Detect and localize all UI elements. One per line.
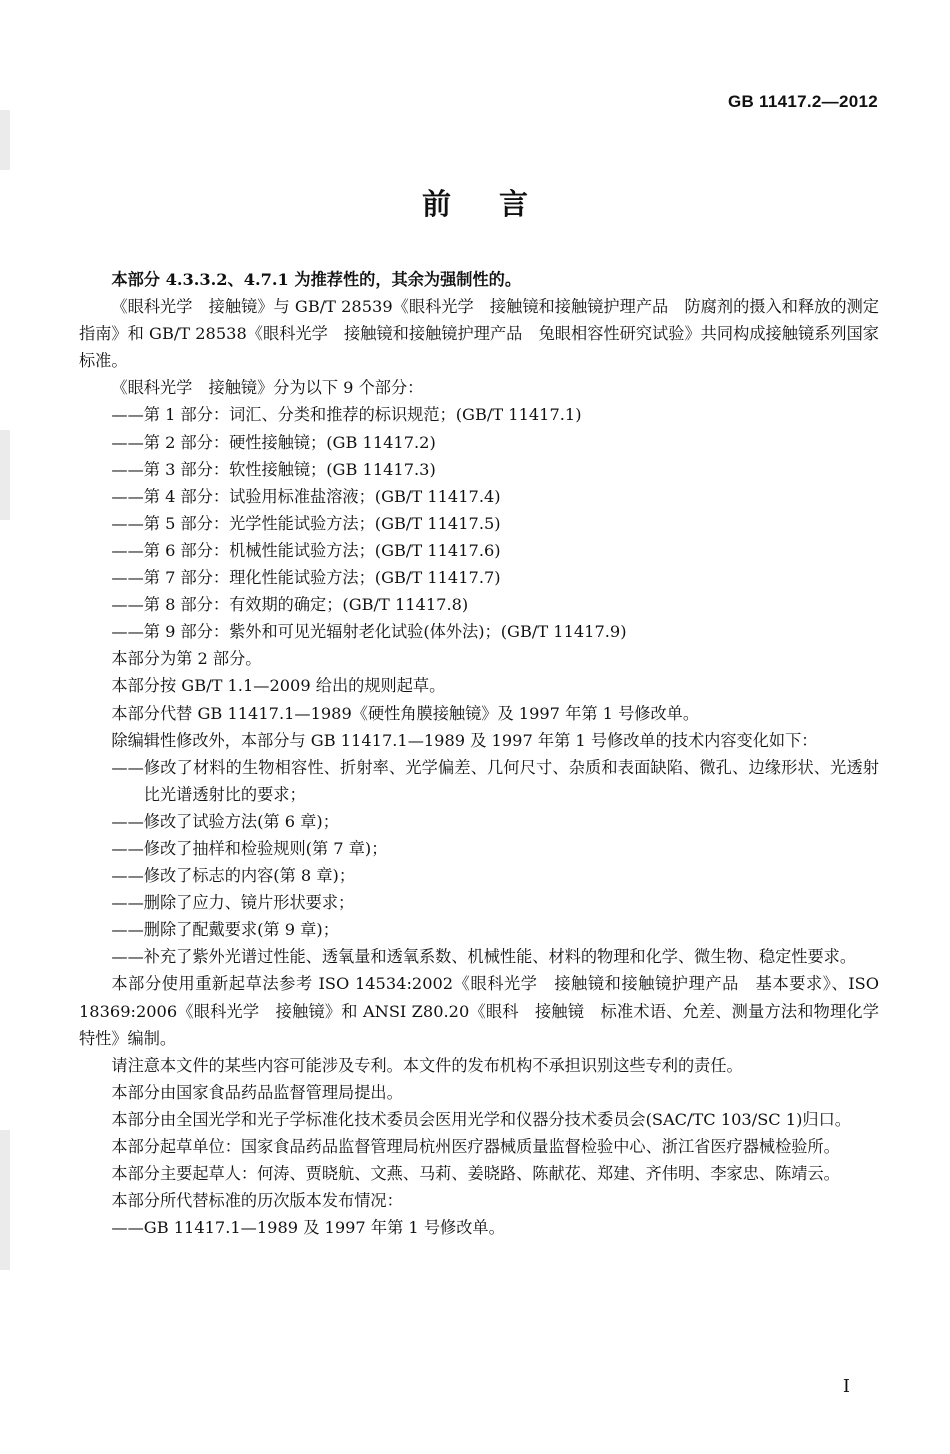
list-item: ——修改了抽样和检验规则(第 7 章)； [111, 838, 388, 858]
paragraph: 《眼科光学 接触镜》与 GB/T 28539《眼科光学 接触镜和接触镜护理产品 防腐剂的摄入和释放的测定指南》和 GB/T 28538《眼科光学 接触镜和接触镜护理产品 兔眼相容性研究试验》共同构成接触镜系列国家标准。 [79, 297, 879, 371]
scan-edge-noise [0, 1130, 10, 1270]
paragraph: 本部分主要起草人：何涛、贾晓航、文燕、马莉、姜晓路、陈献花、郑建、齐伟明、李家忠、陈靖云。 [111, 1164, 840, 1184]
list-item: ——第 5 部分：光学性能试验方法；(GB/T 11417.5) [111, 513, 501, 533]
page-title: 前言 [421, 187, 576, 221]
list-item: ——第 6 部分：机械性能试验方法；(GB/T 11417.6) [111, 540, 501, 560]
foreword-body [79, 266, 879, 1241]
list-item: ——GB 11417.1—1989 及 1997 年第 1 号修改单。 [111, 1218, 505, 1238]
list-item: ——第 4 部分：试验用标准盐溶液；(GB/T 11417.4) [111, 486, 501, 506]
list-item: ——修改了材料的生物相容性、折射率、光学偏差、几何尺寸、杂质和表面缺陷、微孔、边缘形状、光透射比光谱透射比的要求； [111, 757, 879, 804]
standard-number: GB 11417.2—2012 [727, 92, 878, 111]
page-number: I [842, 1376, 850, 1397]
list-item: ——补充了紫外光谱过性能、透氧量和透氧系数、机械性能、材料的物理和化学、微生物、稳定性要求。 [111, 947, 857, 967]
list-item: ——第 9 部分：紫外和可见光辐射老化试验(体外法)；(GB/T 11417.9) [111, 622, 627, 642]
paragraph: 本部分代替 GB 11417.1—1989《硬性角膜接触镜》及 1997 年第 1 号修改单。 [111, 703, 700, 723]
paragraph: 本部分使用重新起草法参考 ISO 14534:2002《眼科光学 接触镜和接触镜护理产品 基本要求》、ISO 18369:2006《眼科光学 接触镜》和 ANSI Z80.20《眼科 接触镜 标准术语、允差、测量方法和物理化学特性》编制。 [79, 974, 879, 1048]
list-item: ——第 2 部分：硬性接触镜；(GB 11417.2) [111, 432, 436, 452]
list-item: ——删除了应力、镜片形状要求； [111, 893, 355, 913]
paragraph: 本部分 4.3.3.2、4.7.1 为推荐性的，其余为强制性的。 [111, 270, 522, 289]
paragraph: 本部分按 GB/T 1.1—2009 给出的规则起草。 [111, 676, 446, 696]
paragraph: 本部分起草单位：国家食品药品监督管理局杭州医疗器械质量监督检验中心、浙江省医疗器械检验所。 [111, 1137, 840, 1156]
list-item: ——第 8 部分：有效期的确定；(GB/T 11417.8) [111, 595, 469, 615]
list-item: ——修改了试验方法(第 6 章)； [111, 811, 339, 831]
list-item: ——第 3 部分：软性接触镜；(GB 11417.3) [111, 459, 436, 479]
list-item: ——第 1 部分：词汇、分类和推荐的标识规范；(GB/T 11417.1) [111, 405, 582, 425]
list-item: ——删除了配戴要求(第 9 章)； [111, 920, 339, 940]
scan-edge-noise [0, 430, 10, 520]
paragraph: 本部分由全国光学和光子学标准化技术委员会医用光学和仪器分技术委员会(SAC/TC 103/SC 1)归口。 [111, 1109, 851, 1129]
paragraph: 除编辑性修改外，本部分与 GB 11417.1—1989 及 1997 年第 1 号修改单的技术内容变化如下： [111, 730, 818, 750]
scan-edge-noise [0, 110, 10, 170]
paragraph: 本部分为第 2 部分。 [111, 649, 262, 669]
list-item: ——修改了标志的内容(第 8 章)； [111, 866, 356, 886]
list-item: ——第 7 部分：理化性能试验方法；(GB/T 11417.7) [111, 568, 501, 588]
paragraph: 本部分由国家食品药品监督管理局提出。 [111, 1082, 403, 1102]
paragraph: 本部分所代替标准的历次版本发布情况： [111, 1191, 403, 1211]
paragraph: 《眼科光学 接触镜》分为以下 9 个部分： [111, 378, 424, 398]
paragraph: 请注意本文件的某些内容可能涉及专利。本文件的发布机构不承担识别这些专利的责任。 [111, 1055, 743, 1075]
